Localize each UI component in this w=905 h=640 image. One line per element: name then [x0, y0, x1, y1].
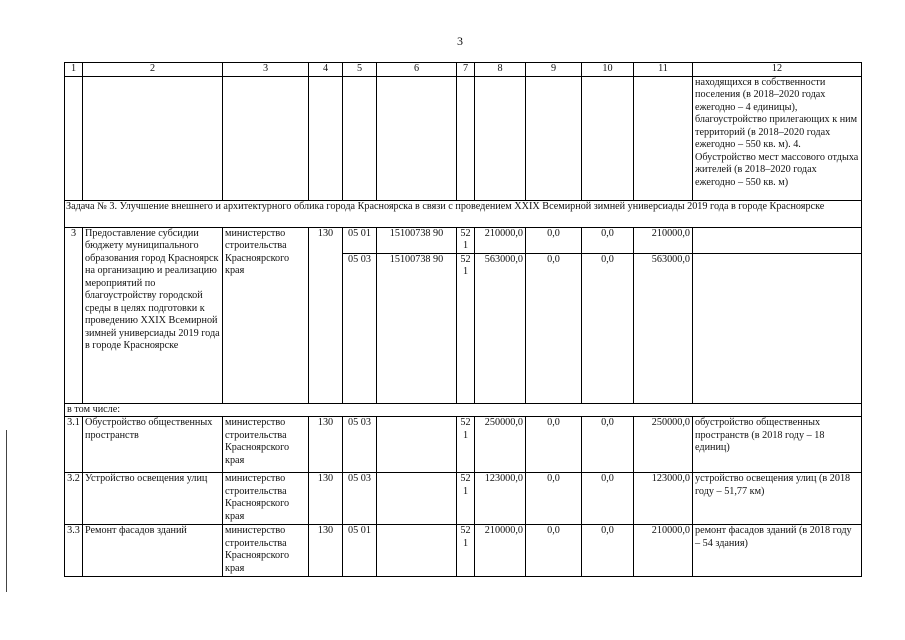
main-2018: 210000,0 — [475, 227, 526, 253]
sub-grbs: 130 — [309, 417, 343, 473]
main-2018: 563000,0 — [475, 253, 526, 403]
sub-csr — [377, 417, 457, 473]
page-number: 3 — [457, 34, 463, 48]
main-total: 563000,0 — [634, 253, 693, 403]
scan-edge-line — [6, 430, 7, 592]
main-num: 3 — [65, 227, 83, 403]
sub-executor: министерство строительства Красноярского края — [223, 525, 309, 577]
header-cell: 2 — [83, 63, 223, 77]
sub-result: ремонт фасадов зданий (в 2018 году – 54 здания) — [693, 525, 862, 577]
sub-executor: министерство строительства Красноярского края — [223, 473, 309, 525]
sub-2020: 0,0 — [582, 525, 634, 577]
task-title: Задача № 3. Улучшение внешнего и архитектурного облика города Красноярска в связи с проведением XXIX Всемирной зимней универсиады 2019 года в городе Красноярске — [65, 200, 862, 227]
sub-2019: 0,0 — [526, 525, 582, 577]
sub-csr — [377, 525, 457, 577]
main-rzpr: 05 01 — [343, 227, 377, 253]
sub-csr — [377, 473, 457, 525]
sub-vr: 521 — [457, 417, 475, 473]
header-cell: 8 — [475, 63, 526, 77]
header-cell: 3 — [223, 63, 309, 77]
main-vr: 521 — [457, 253, 475, 403]
header-cell: 10 — [582, 63, 634, 77]
sub-total: 250000,0 — [634, 417, 693, 473]
sub-row — [65, 417, 862, 473]
task-row — [65, 200, 862, 227]
sub-num: 3.1 — [65, 417, 83, 473]
sub-row — [65, 525, 862, 577]
sub-2019: 0,0 — [526, 473, 582, 525]
header-cell: 12 — [693, 63, 862, 77]
including-label: в том числе: — [65, 403, 862, 417]
continuation-row — [65, 76, 862, 200]
sub-grbs: 130 — [309, 473, 343, 525]
sub-row — [65, 473, 862, 525]
header-cell: 6 — [377, 63, 457, 77]
main-total: 210000,0 — [634, 227, 693, 253]
sub-name: Устройство освещения улиц — [83, 473, 223, 525]
main-executor: министерство строительства Красноярского края — [223, 227, 309, 403]
sub-result: устройство освещения улиц (в 2018 году – 51,77 км) — [693, 473, 862, 525]
sub-name: Обустройство общественных пространств — [83, 417, 223, 473]
sub-total: 210000,0 — [634, 525, 693, 577]
header-row — [65, 63, 862, 77]
main-2020: 0,0 — [582, 253, 634, 403]
main-2019: 0,0 — [526, 253, 582, 403]
sub-rzpr: 05 03 — [343, 473, 377, 525]
sub-name: Ремонт фасадов зданий — [83, 525, 223, 577]
header-cell: 5 — [343, 63, 377, 77]
sub-num: 3.2 — [65, 473, 83, 525]
header-cell: 1 — [65, 63, 83, 77]
program-table — [64, 62, 862, 577]
sub-vr: 521 — [457, 525, 475, 577]
header-cell: 11 — [634, 63, 693, 77]
continuation-result-text: находящихся в собственности поселения (в 2018–2020 годах ежегодно – 4 единицы), благоустройство прилегающих к ним территорий (в 2018–2020 годах ежегодно – 550 кв. м). 4. Обустройство мест массового отдыха жителей (в 2018–2020 годах ежегодно – 550 кв. м) — [693, 76, 862, 200]
sub-result: обустройство общественных пространств (в 2018 году – 18 единиц) — [693, 417, 862, 473]
main-2020: 0,0 — [582, 227, 634, 253]
main-csr: 15100738 90 — [377, 227, 457, 253]
main-row — [65, 227, 862, 253]
sub-vr: 521 — [457, 473, 475, 525]
main-csr: 15100738 90 — [377, 253, 457, 403]
main-vr: 521 — [457, 227, 475, 253]
sub-2018: 250000,0 — [475, 417, 526, 473]
sub-2018: 123000,0 — [475, 473, 526, 525]
sub-executor: министерство строительства Красноярского края — [223, 417, 309, 473]
sub-total: 123000,0 — [634, 473, 693, 525]
sub-2018: 210000,0 — [475, 525, 526, 577]
including-row — [65, 403, 862, 417]
main-rzpr: 05 03 — [343, 253, 377, 403]
sub-rzpr: 05 01 — [343, 525, 377, 577]
main-name: Предоставление субсидии бюджету муниципального образования город Красноярск на организацию и реализацию мероприятий по благоустройству городской среды в целях подготовки к проведению XXIX Всемирной зимней универсиады 2019 года в городе Красноярске — [83, 227, 223, 403]
sub-2019: 0,0 — [526, 417, 582, 473]
sub-rzpr: 05 03 — [343, 417, 377, 473]
header-cell: 7 — [457, 63, 475, 77]
header-cell: 9 — [526, 63, 582, 77]
main-2019: 0,0 — [526, 227, 582, 253]
sub-2020: 0,0 — [582, 417, 634, 473]
sub-2020: 0,0 — [582, 473, 634, 525]
sub-num: 3.3 — [65, 525, 83, 577]
header-cell: 4 — [309, 63, 343, 77]
sub-grbs: 130 — [309, 525, 343, 577]
main-grbs: 130 — [309, 227, 343, 403]
